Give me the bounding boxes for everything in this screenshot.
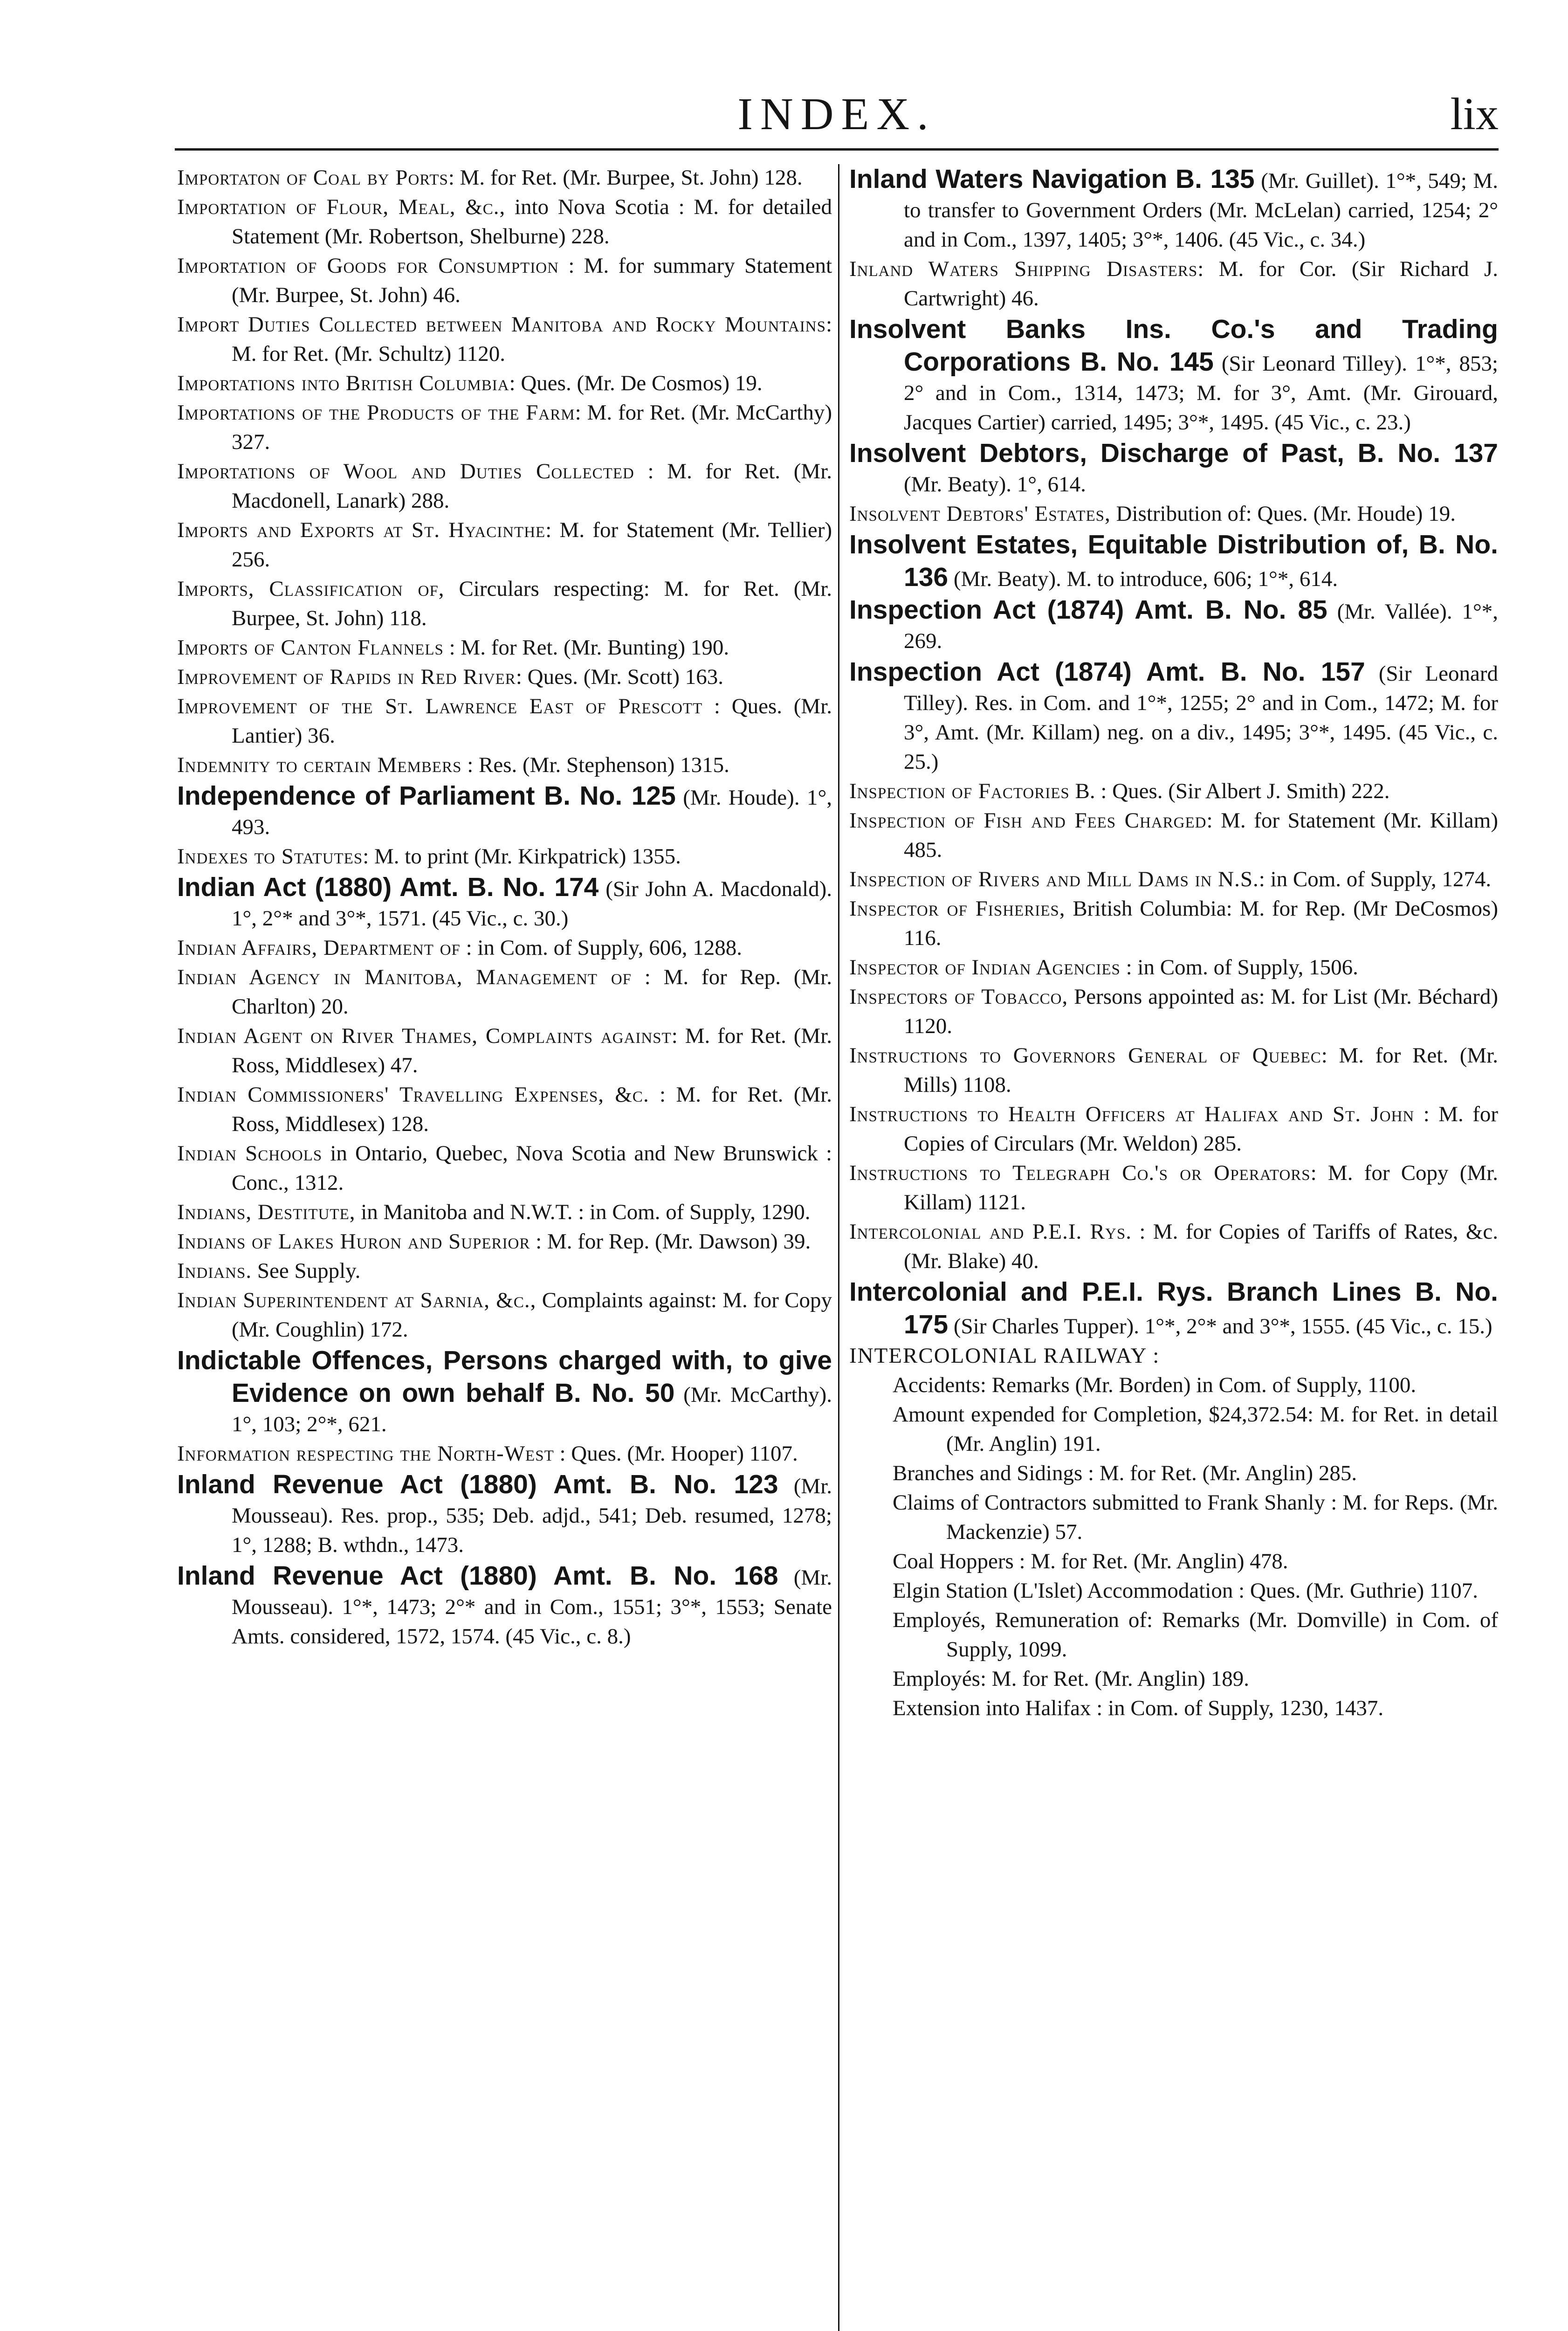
entry-text: Coal Hoppers : M. for Ret. (Mr. Anglin) 478. (893, 1549, 1288, 1573)
entry-heading: Imports of Canton Flannels (177, 635, 444, 660)
entry-text: See Supply. (252, 1259, 361, 1283)
index-entry (849, 1041, 1498, 1100)
entry-text: Complaints against: M. for Copy (Mr. Coughlin) 172. (232, 1288, 832, 1342)
index-entry (849, 1341, 1498, 1371)
entry-heading: Instructions to Governors General of Quebec (849, 1043, 1321, 1068)
index-entry (849, 865, 1498, 894)
entry-text: Employés: M. for Ret. (Mr. Anglin) 189. (893, 1667, 1250, 1691)
index-entry (849, 894, 1498, 953)
index-entry (849, 777, 1498, 806)
entry-heading: Inspection Act (1874) Amt. B. No. 157 (849, 657, 1365, 687)
index-subentry (849, 1664, 1498, 1694)
entry-text: Elgin Station (L'Islet) Accommodation : Ques. (Mr. Guthrie) 1107. (893, 1579, 1478, 1603)
entry-text: (Sir Leonard Tilley). 1°*, 853; 2° and in Com., 1314, 1473; M. for 3°, Amt. (Mr. Girouard, Jacques Cartier) carried, 1495; 3°*, 1495. (45 Vic., c. 23.) (904, 352, 1498, 434)
entry-text: Circulars respecting: M. for Ret. (Mr. Burpee, St. John) 118. (232, 577, 832, 630)
entry-heading: Indian Superintendent at Sarnia, &c., (177, 1288, 536, 1312)
entry-text: (Mr. Mousseau). Res. prop., 535; Deb. adjd., 541; Deb. resumed, 1278; 1°, 1288; B. wthdn., 1473. (232, 1474, 832, 1557)
index-entry (849, 1276, 1498, 1341)
index-entry (849, 1159, 1498, 1217)
entry-text: : M. for Statement (Mr. Tellier) 256. (232, 518, 832, 572)
index-entry (177, 1286, 832, 1345)
index-subentry (849, 1606, 1498, 1664)
entry-heading: Inland Waters Navigation B. 135 (849, 164, 1255, 194)
entry-text: : Res. (Mr. Stephenson) 1315. (461, 753, 729, 777)
entry-text: Branches and Sidings : M. for Ret. (Mr. Anglin) 285. (893, 1461, 1357, 1485)
entry-text: : M. for Ret. (Mr. Bunting) 190. (443, 635, 729, 660)
right-column (849, 163, 1498, 1723)
entry-text: : M. for Copy (Mr. Killam) 1121. (904, 1161, 1499, 1214)
index-entry (177, 369, 832, 398)
index-subentry (849, 1459, 1498, 1488)
entry-text: : in Com. of Supply, 606, 1288. (460, 936, 742, 960)
index-entry (849, 255, 1498, 313)
entry-text: : M. for Rep. (Mr. Dawson) 39. (530, 1229, 811, 1254)
index-entry (849, 437, 1498, 499)
entry-text: : M. for Ret. (Mr. Mills) 1108. (904, 1043, 1498, 1097)
entry-heading: Importations of Wool and Duties Collected (177, 459, 634, 483)
entry-text: in Ontario, Quebec, Nova Scotia and New Brunswick : Conc., 1312. (232, 1141, 832, 1195)
entry-heading: Inspection of Factories (849, 779, 1070, 803)
page-number: lix (1450, 89, 1499, 139)
entry-heading: Importation of Flour, Meal, &c., (177, 195, 506, 219)
index-entry (849, 806, 1498, 865)
entry-text: : M. for Ret. (Mr. Ross, Middlesex) 128. (232, 1083, 832, 1136)
index-entry (177, 310, 832, 369)
entry-text: Claims of Contractors submitted to Frank Shanly : M. for Reps. (Mr. Mackenzie) 57. (893, 1490, 1498, 1544)
index-subentry (849, 1371, 1498, 1400)
entry-text: (Mr. Vallée). 1°*, 269. (904, 600, 1498, 653)
entry-text: Persons appointed as: M. for List (Mr. Béchard) 1120. (904, 985, 1498, 1038)
entry-text: : M. for Copies of Tariffs of Rates, &c. (Mr. Blake) 40. (904, 1220, 1498, 1273)
entry-text: (Mr. McCarthy). 1°, 103; 2°*, 621. (232, 1383, 832, 1436)
entry-text: : in Com. of Supply, 1506. (1120, 955, 1358, 979)
entry-heading: Instructions to Telegraph Co.'s or Operators (849, 1161, 1311, 1185)
entry-heading: Imports and Exports at St. Hyacinthe (177, 518, 546, 542)
entry-heading: Importations into British Columbia (177, 371, 509, 395)
index-entry (177, 1198, 832, 1227)
entry-heading: Instructions to Health Officers at Halifax and St. John (849, 1102, 1415, 1126)
index-entry (177, 842, 832, 871)
index-entry (177, 662, 832, 692)
entry-heading: Indians, Destitute, (177, 1200, 356, 1224)
entry-heading: Insolvent Estates, Equitable Distribution of, B. No. 136 (849, 530, 1498, 592)
index-entry (177, 1256, 832, 1286)
index-entry (849, 1217, 1498, 1276)
entry-text: : M. to print (Mr. Kirkpatrick) 1355. (363, 844, 681, 869)
entry-text: : M. for Copies of Circulars (Mr. Weldon) 285. (904, 1102, 1498, 1156)
entry-text: (Mr. Beaty). 1°, 614. (904, 472, 1086, 497)
index-subentry (849, 1694, 1498, 1723)
entry-heading: Indians of Lakes Huron and Superior (177, 1229, 530, 1254)
entry-text: (Mr. Guillet). 1°*, 549; M. to transfer to Government Orders (Mr. McLelan) carried, 1254; 2° and in Com., 1397, 1405; 3°*, 1406. (45 Vic., c. 34.) (904, 169, 1498, 252)
entry-text: Accidents: Remarks (Mr. Borden) in Com. of Supply, 1100. (893, 1373, 1417, 1397)
entry-heading: Inland Waters Shipping Disasters (849, 257, 1198, 281)
index-entry (177, 871, 832, 933)
entry-heading: Inspection Act (1874) Amt. B. No. 85 (849, 595, 1327, 625)
section-heading: INTERCOLONIAL RAILWAY (849, 1344, 1148, 1368)
entry-text: into Nova Scotia : M. for detailed Statement (Mr. Robertson, Shelburne) 228. (232, 195, 832, 248)
entry-text: : Ques. (Mr. Lantier) 36. (232, 694, 832, 748)
entry-text: Employés, Remuneration of: Remarks (Mr. Domville) in Com. of Supply, 1099. (893, 1608, 1498, 1662)
index-entry (177, 933, 832, 963)
entry-text: : M. for Ret. (Mr. Macdonell, Lanark) 288. (232, 459, 832, 513)
entry-heading: Indian Affairs, Department of (177, 936, 461, 960)
entry-heading: Indian Agency in Manitoba, Management of (177, 965, 632, 989)
index-entry (177, 398, 832, 457)
index-entry (177, 516, 832, 574)
entry-text: Extension into Halifax : in Com. of Supply, 1230, 1437. (893, 1696, 1384, 1720)
entry-text: Amount expended for Completion, $24,372.54: M. for Ret. in detail (Mr. Anglin) 191. (893, 1402, 1498, 1456)
entry-text: : M. for Ret. (Mr. Burpee, St. John) 128. (448, 166, 803, 190)
entry-text: : M. for Rep. (Mr. Charlton) 20. (232, 965, 832, 1019)
column-divider (838, 164, 839, 2331)
index-entry (177, 457, 832, 516)
entry-heading: Insolvent Debtors, Discharge of Past, B. No. 137 (849, 438, 1498, 468)
index-entry (177, 692, 832, 751)
entry-text: in Manitoba and N.W.T. : in Com. of Supply, 1290. (355, 1200, 811, 1224)
entry-heading: Indemnity to certain Members (177, 753, 462, 777)
entry-text: : M. for Cor. (Sir Richard J. Cartwright) 46. (904, 257, 1498, 310)
entry-heading: Inspector of Indian Agencies (849, 955, 1121, 979)
entry-heading: Indian Agent on River Thames, Complaints against (177, 1024, 672, 1048)
index-subentry (849, 1547, 1498, 1576)
index-entry (177, 1439, 832, 1469)
entry-heading: Indexes to Statutes (177, 844, 363, 869)
entry-heading: Independence of Parliament B. No. 125 (177, 781, 676, 811)
index-entry (177, 163, 832, 193)
left-column (177, 163, 832, 1651)
index-subentry (849, 1576, 1498, 1606)
entry-heading: Intercolonial and P.E.I. Rys. Branch Lines B. No. 175 (849, 1277, 1498, 1339)
entry-text: (Mr. Mousseau). 1°*, 1473; 2°* and in Com., 1551; 3°*, 1553; Senate Amts. considered, 1572, 1574. (45 Vic., c. 8.) (232, 1565, 832, 1648)
entry-text: : in Com. of Supply, 1274. (1259, 867, 1492, 891)
index-entry (177, 574, 832, 633)
page-title: INDEX. (737, 89, 936, 139)
index-entry (849, 1100, 1498, 1159)
entry-heading: Inspection of Rivers and Mill Dams in N.S. (849, 867, 1259, 891)
entry-text: : M. for Ret. (Mr. McCarthy) 327. (232, 400, 832, 454)
index-entry (849, 982, 1498, 1041)
entry-heading: Improvement of the St. Lawrence East of Prescott (177, 694, 703, 718)
index-entry (849, 499, 1498, 529)
entry-heading: Inspection of Fish and Fees Charged (849, 808, 1207, 833)
index-entry (177, 633, 832, 662)
index-entry (177, 251, 832, 310)
entry-text: (Sir Leonard Tilley). Res. in Com. and 1°*, 1255; 2° and in Com., 1472; M. for 3°, Amt. (Mr. Killam) neg. on a div., 1495; 3°*, 1495. (45 Vic., c. 25.) (904, 662, 1498, 774)
index-entry (177, 751, 832, 780)
index-entry (849, 656, 1498, 777)
entry-text: : M. for Statement (Mr. Killam) 485. (904, 808, 1499, 862)
entry-heading: Indian Act (1880) Amt. B. No. 174 (177, 872, 599, 902)
entry-text: : M. for Ret. (Mr. Schultz) 1120. (232, 312, 832, 366)
entry-text: British Columbia: M. for Rep. (Mr DeCosmos) 116. (904, 897, 1498, 950)
index-entry (177, 1080, 832, 1139)
index-subentry (849, 1400, 1498, 1459)
index-entry (177, 1139, 832, 1198)
entry-text: : M. for Ret. (Mr. Ross, Middlesex) 47. (232, 1024, 832, 1077)
index-subentry (849, 1488, 1498, 1547)
entry-heading: Inspector of Fisheries, (849, 897, 1066, 921)
index-entry (177, 1345, 832, 1439)
index-entry (849, 953, 1498, 982)
index-entry (849, 313, 1498, 437)
entry-heading: Inspectors of Tobacco, (849, 985, 1068, 1009)
entry-heading: Imports, Classification of, (177, 577, 445, 601)
index-entry (849, 163, 1498, 255)
entry-text: (Mr. Beaty). M. to introduce, 606; 1°*, 614. (948, 567, 1338, 591)
entry-heading: Inland Revenue Act (1880) Amt. B. No. 123 (177, 1469, 778, 1499)
entry-heading: Insolvent Debtors' Estates, (849, 502, 1111, 526)
entry-heading: Importaton of Coal by Ports (177, 166, 448, 190)
index-entry (177, 1021, 832, 1080)
entry-heading: Importations of the Products of the Farm (177, 400, 575, 425)
entry-text: (Mr. Houde). 1°, 493. (232, 786, 832, 839)
entry-heading: Importation of Goods for Consumption (177, 254, 559, 278)
entry-heading: Insolvent Banks Ins. Co.'s and Trading Corporations B. No. 145 (849, 314, 1498, 377)
index-entry (849, 529, 1498, 594)
index-entry (177, 963, 832, 1021)
index-entry (177, 193, 832, 251)
entry-text: : Ques. (Mr. De Cosmos) 19. (509, 371, 763, 395)
entry-heading: Intercolonial and P.E.I. Rys. (849, 1220, 1132, 1244)
index-entry (177, 1469, 832, 1560)
entry-heading: Improvement of Rapids in Red River (177, 665, 516, 689)
entry-text: : Ques. (Mr. Hooper) 1107. (554, 1441, 798, 1466)
entry-heading: Indians. (177, 1259, 252, 1283)
entry-text: B. : Ques. (Sir Albert J. Smith) 222. (1069, 779, 1390, 803)
index-entry (177, 1560, 832, 1651)
header-rule (175, 148, 1499, 151)
entry-heading: Inland Revenue Act (1880) Amt. B. No. 168 (177, 1561, 778, 1591)
entry-text: Distribution of: Ques. (Mr. Houde) 19. (1110, 502, 1456, 526)
entry-heading: Information respecting the North-West (177, 1441, 554, 1466)
entry-text: : Ques. (Mr. Scott) 163. (516, 665, 723, 689)
entry-heading: Indian Schools (177, 1141, 323, 1166)
entry-heading: Indian Commissioners' Travelling Expenses, &c. (177, 1083, 649, 1107)
entry-text: (Sir John A. Macdonald). 1°, 2°* and 3°*, 1571. (45 Vic., c. 30.) (232, 877, 832, 931)
index-entry (849, 594, 1498, 656)
entry-text: (Sir Charles Tupper). 1°*, 2°* and 3°*, 1555. (45 Vic., c. 15.) (948, 1314, 1492, 1338)
entry-heading: Indictable Offences, Persons charged with, to give Evidence on own behalf B. No. 50 (177, 1345, 832, 1408)
index-entry (177, 1227, 832, 1256)
entry-text: : M. for summary Statement (Mr. Burpee, St. John) 46. (232, 254, 832, 307)
index-entry (177, 780, 832, 842)
entry-text: : (1147, 1344, 1159, 1368)
entry-heading: Import Duties Collected between Manitoba and Rocky Mountains (177, 312, 826, 337)
page-header (175, 89, 1499, 140)
